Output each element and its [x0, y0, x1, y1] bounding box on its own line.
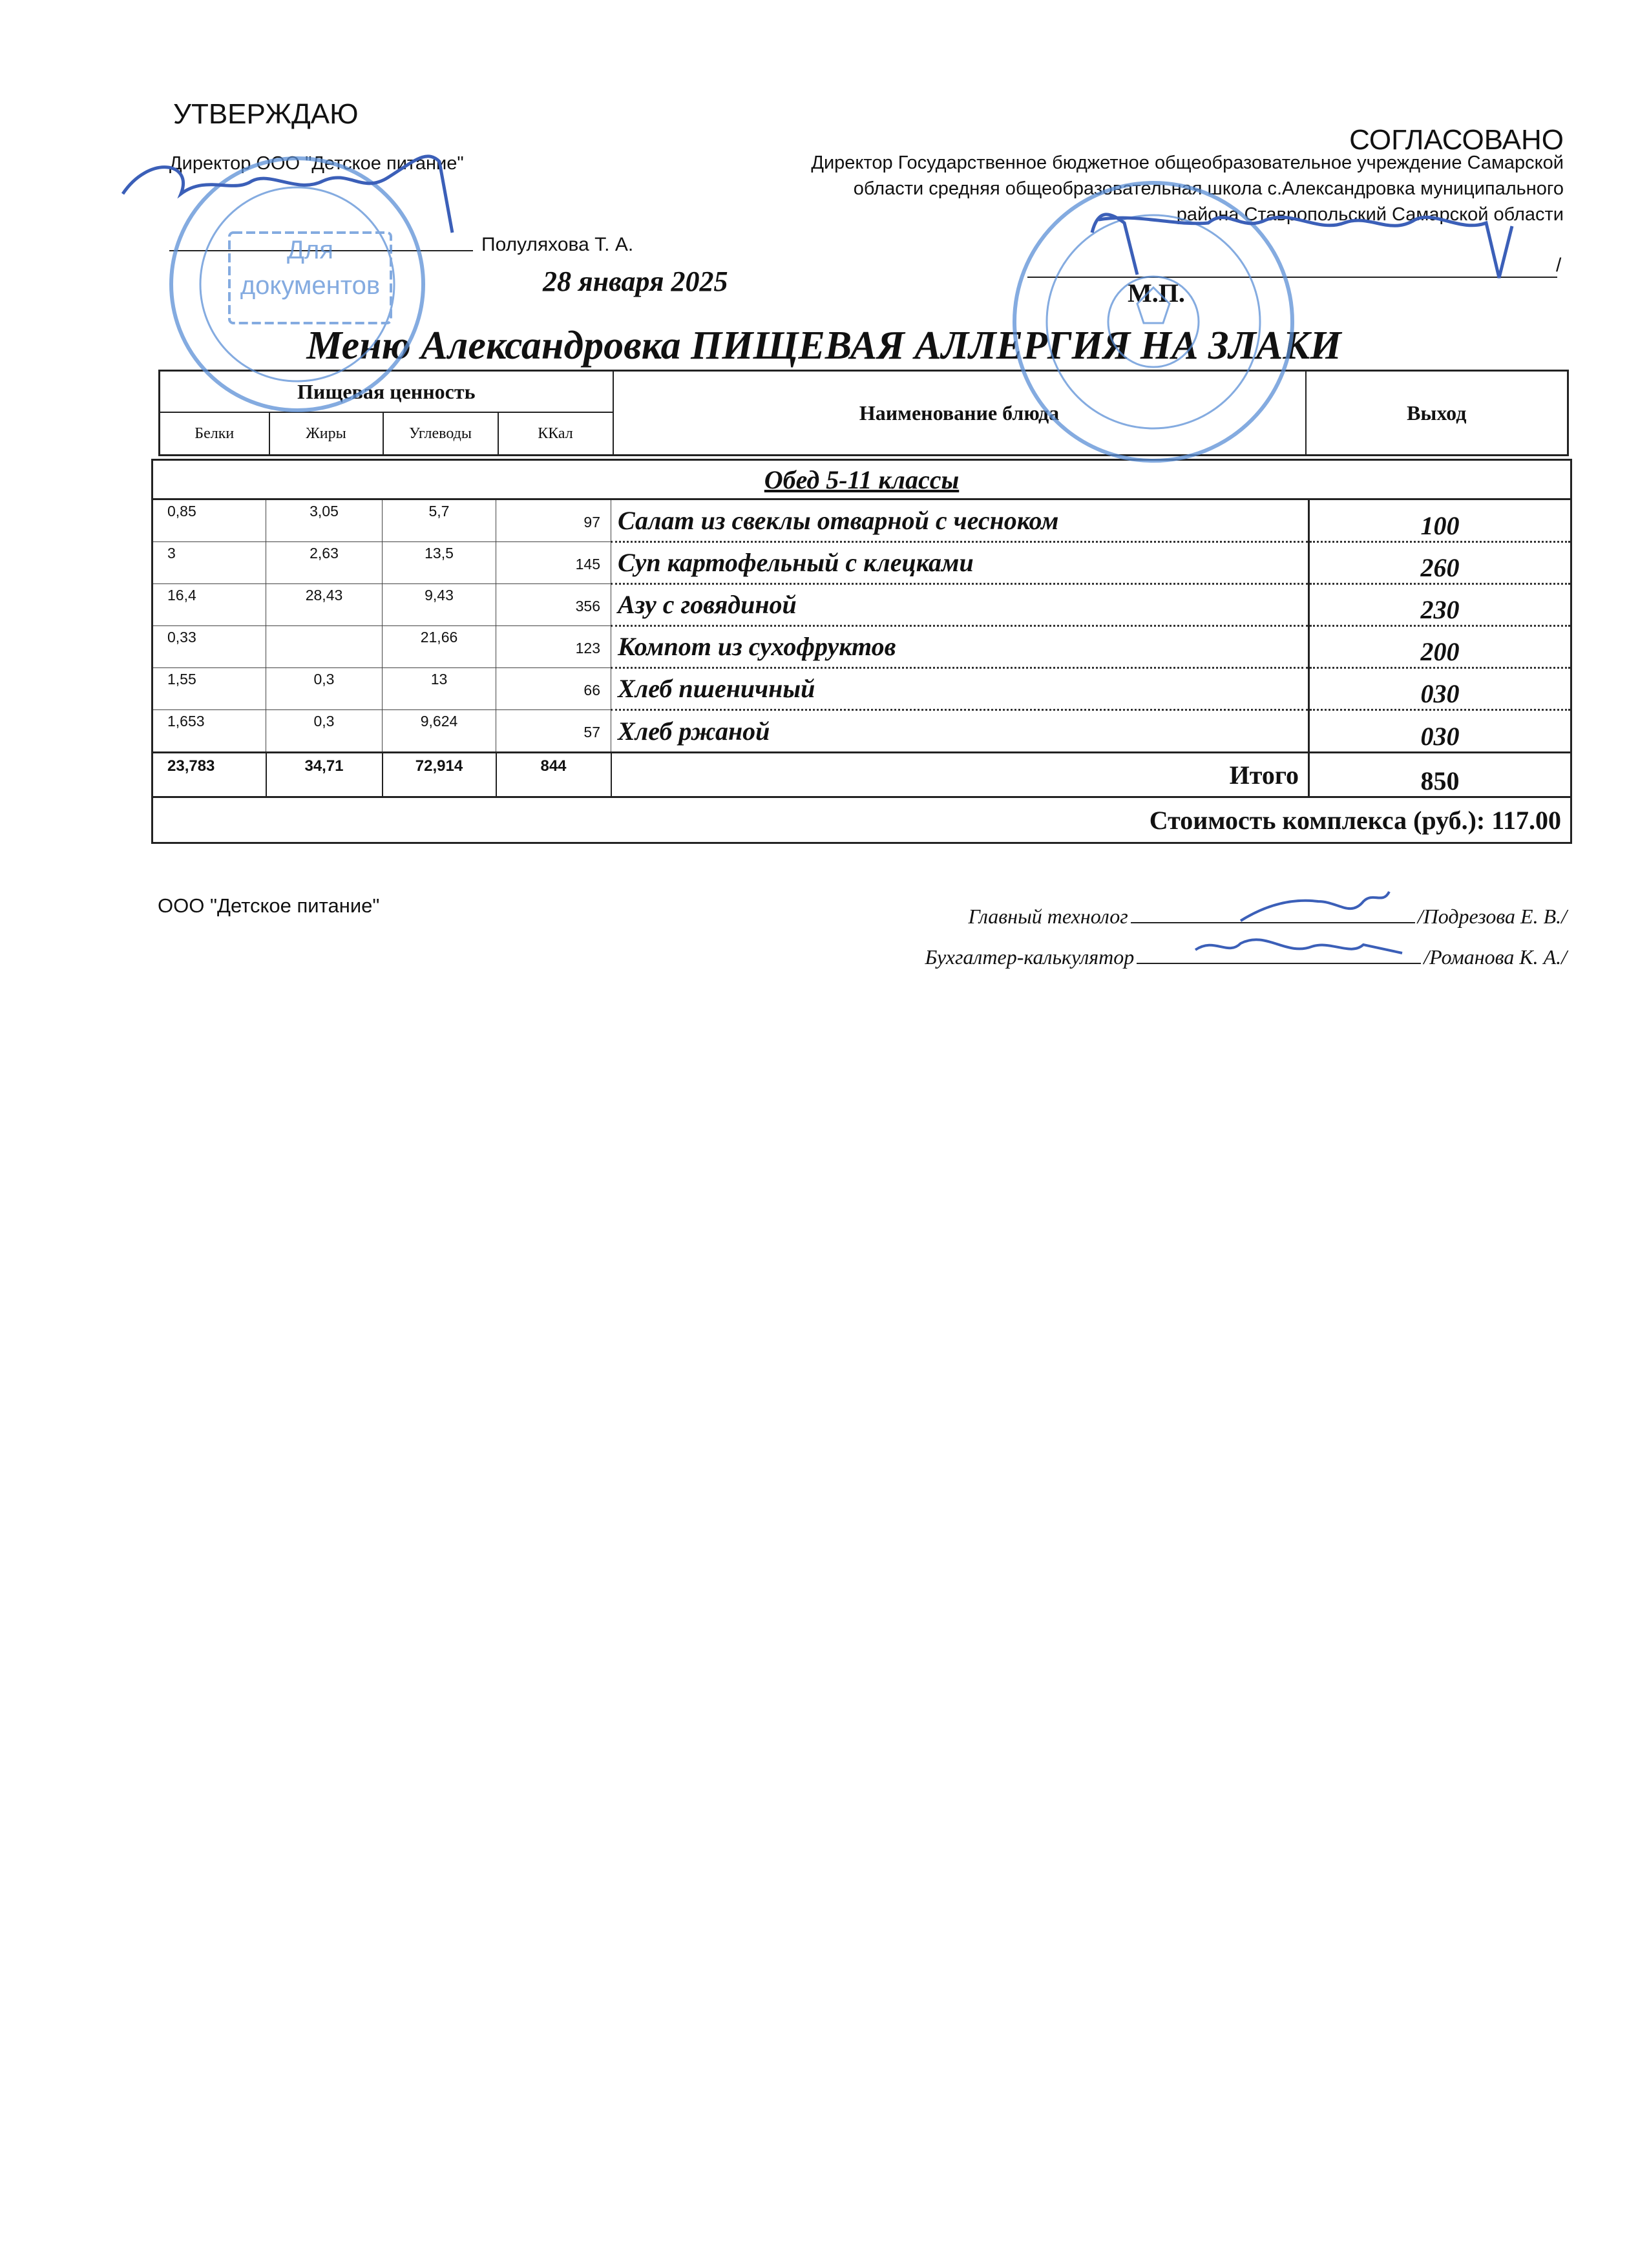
accountant-role: Бухгалтер-калькулятор	[925, 945, 1135, 969]
proteins-cell: 0,85	[152, 499, 266, 542]
menu-table	[151, 459, 1572, 844]
accountant-name: /Романова К. А./	[1423, 945, 1567, 969]
section-title	[152, 460, 1571, 499]
document-date: 28 января 2025	[543, 266, 728, 297]
kcal-cell: 123	[496, 626, 611, 668]
nutrition-group-header: Пищевая ценность	[160, 371, 613, 413]
proteins-column-header: Белки	[160, 412, 269, 456]
carbs-cell: 13,5	[383, 542, 496, 584]
dish-cell: Компот из сухофруктов	[611, 626, 1309, 668]
technologist-signature-line	[1131, 922, 1415, 923]
yield-cell: 230	[1309, 584, 1571, 626]
dish-cell: Азу с говядиной	[611, 584, 1309, 626]
table-row	[152, 710, 1571, 753]
approve-role: Директор ООО "Детское питание"	[169, 153, 464, 174]
carbs-cell: 13	[383, 668, 496, 710]
fats-cell: 0,3	[266, 668, 383, 710]
approve-name: Полуляхова Т. А.	[481, 234, 634, 255]
proteins-cell: 0,33	[152, 626, 266, 668]
fats-cell: 0,3	[266, 710, 383, 753]
technologist-role: Главный технолог	[968, 905, 1128, 928]
technologist-name: /Подрезова Е. В./	[1417, 905, 1567, 928]
footer-organization: ООО "Детское питание"	[158, 894, 380, 917]
agreed-role	[698, 150, 1564, 227]
agreed-title: СОГЛАСОВАНО	[1349, 124, 1564, 156]
yield-cell: 260	[1309, 542, 1571, 584]
kcal-cell: 57	[496, 710, 611, 753]
table-header	[158, 370, 1569, 456]
stamp-text-top: Для	[286, 236, 334, 264]
approve-signature-line	[169, 250, 473, 251]
total-row	[152, 753, 1571, 797]
accountant-signature-row	[775, 945, 1567, 969]
total-yield: 850	[1309, 753, 1571, 797]
fats-column-header: Жиры	[269, 412, 383, 456]
carbs-cell: 9,43	[383, 584, 496, 626]
kcal-column-header: ККал	[498, 412, 613, 456]
dish-cell: Хлеб пшеничный	[611, 668, 1309, 710]
fats-cell	[266, 626, 383, 668]
total-fats: 34,71	[266, 753, 383, 797]
dish-column-header: Наименование блюда	[613, 371, 1306, 456]
kcal-cell: 356	[496, 584, 611, 626]
dish-cell: Салат из свеклы отварной с чесноком	[611, 499, 1309, 542]
table-row	[152, 668, 1571, 710]
yield-cell: 030	[1309, 668, 1571, 710]
stamp-text-bottom: документов	[240, 271, 381, 300]
proteins-cell: 1,653	[152, 710, 266, 753]
table-row	[152, 626, 1571, 668]
carbs-cell: 5,7	[383, 499, 496, 542]
yield-cell: 030	[1309, 710, 1571, 753]
carbs-cell: 21,66	[383, 626, 496, 668]
table-row	[152, 542, 1571, 584]
approve-title: УТВЕРЖДАЮ	[173, 98, 359, 130]
carbs-cell: 9,624	[383, 710, 496, 753]
agreed-role-line: области средняя общеобразовательная школа с.Александровка муниципального	[853, 178, 1564, 199]
menu-title: Меню Александровка ПИЩЕВАЯ АЛЛЕРГИЯ НА ЗЛАКИ	[306, 324, 1341, 368]
fats-cell: 3,05	[266, 499, 383, 542]
seal-place-label: М.П.	[1128, 278, 1185, 308]
proteins-cell: 3	[152, 542, 266, 584]
fats-cell: 28,43	[266, 584, 383, 626]
dish-cell: Суп картофельный с клецками	[611, 542, 1309, 584]
total-label: Итого	[611, 753, 1309, 797]
accountant-signature-line	[1137, 963, 1421, 964]
table-row	[152, 499, 1571, 542]
agreed-role-line: района Ставропольский Самарской области	[1176, 204, 1564, 225]
kcal-cell: 66	[496, 668, 611, 710]
total-proteins: 23,783	[152, 753, 266, 797]
agreed-signature-line	[1027, 277, 1557, 278]
fats-cell: 2,63	[266, 542, 383, 584]
yield-cell: 100	[1309, 499, 1571, 542]
section-title-text: Обед 5-11 классы	[764, 465, 960, 494]
technologist-signature-row	[775, 905, 1567, 929]
total-kcal: 844	[496, 753, 611, 797]
agreed-slash: /	[1556, 255, 1562, 276]
kcal-cell: 97	[496, 499, 611, 542]
yield-column-header: Выход	[1306, 371, 1568, 456]
yield-cell: 200	[1309, 626, 1571, 668]
complex-cost: Стоимость комплекса (руб.): 117.00	[152, 797, 1571, 843]
table-row	[152, 584, 1571, 626]
proteins-cell: 1,55	[152, 668, 266, 710]
proteins-cell: 16,4	[152, 584, 266, 626]
kcal-cell: 145	[496, 542, 611, 584]
carbs-column-header: Углеводы	[383, 412, 498, 456]
dish-cell: Хлеб ржаной	[611, 710, 1309, 753]
total-carbs: 72,914	[383, 753, 496, 797]
agreed-role-line: Директор Государственное бюджетное общеобразовательное учреждение Самарской	[811, 152, 1564, 173]
